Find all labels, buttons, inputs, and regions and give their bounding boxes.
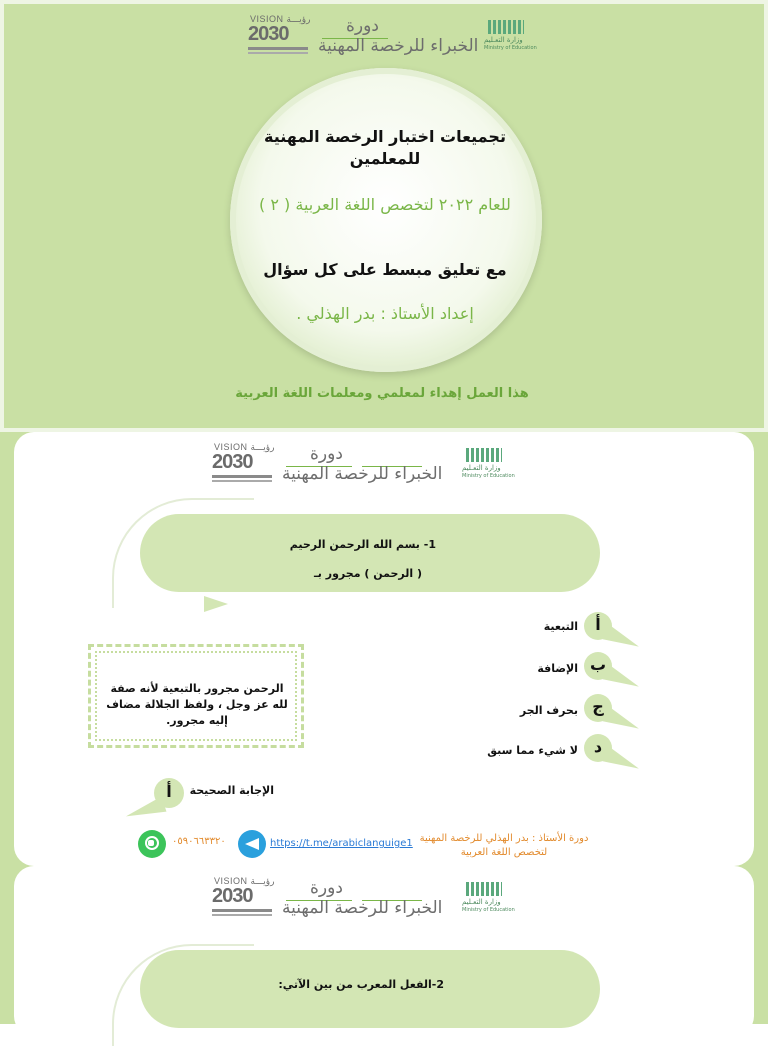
question-subtext: ( الرحمن ) مجرور بـ [314, 567, 422, 580]
page-header [212, 442, 515, 490]
question-page-2 [0, 866, 768, 1024]
question-text: 1- بسم الله الرحمن الرحيم [289, 538, 436, 551]
question-box [140, 514, 600, 592]
page-header [248, 14, 538, 62]
cover-circle [230, 68, 542, 372]
telegram-icon[interactable] [238, 830, 266, 858]
telegram-link[interactable]: https://t.me/arabiclanguige1 [270, 838, 413, 849]
cover-page [0, 0, 768, 432]
option-b-label: الإضافة [537, 662, 578, 675]
option-a-label: التبعية [543, 620, 578, 633]
course-name: الخبراء للرخصة المهنية [282, 898, 443, 918]
ministry-logo: وزارة التعـليم Ministry of Education [462, 448, 506, 482]
vision-2030-logo: VISION رؤيـــة 2030 [248, 14, 312, 58]
footer-credit: دورة الأستاذ : بدر الهذلي للرخصة المهنية لتخصص اللغة العربية [419, 833, 589, 858]
option-d-label: لا شيء مما سبق [487, 744, 578, 757]
option-a[interactable]: أ [584, 612, 648, 642]
cover-title: تجميعات اختبار الرخصة المهنية للمعلمين [264, 127, 506, 168]
question-page-1 [0, 432, 768, 866]
dedication: هذا العمل إهداء لمعلمي ومعلمات اللغة العربية [235, 386, 529, 401]
answer-bubble: أ [124, 776, 188, 812]
vision-2030-logo: VISION رؤيـــة 2030 [212, 442, 276, 486]
question-text: 2-الفعل المعرب من بين الآتي: [278, 978, 444, 991]
cover-subtitle: للعام ٢٠٢٢ لتخصص اللغة العربية ( ٢ ) [259, 195, 511, 214]
ministry-logo: وزارة التعـليم Ministry of Education [462, 882, 506, 916]
page-header [212, 876, 515, 924]
whatsapp-icon[interactable] [138, 830, 166, 858]
vision-2030-logo: VISION رؤيـــة 2030 [212, 876, 276, 920]
explanation-box [88, 644, 304, 748]
phone-number: ٠٥٩٠٦٦٣٣٢٠ [172, 836, 226, 847]
option-b[interactable]: ب [584, 652, 648, 682]
course-word: دورة [310, 878, 343, 898]
ministry-logo: وزارة التعـليم Ministry of Education [484, 20, 528, 54]
explanation-text: الرحمن مجرور بالتبعية لأنه صفة لله عز وجل ، ولفظ الجلالة مضاف إليه مجرور. [106, 682, 288, 727]
course-name: الخبراء للرخصة المهنية [318, 36, 479, 56]
cover-note: مع تعليق مبسط على كل سؤال [263, 260, 507, 279]
answer-label: الإجابة الصحيحة [189, 784, 274, 797]
cover-author: إعداد الأستاذ : بدر الهذلي . [296, 304, 474, 323]
course-name: الخبراء للرخصة المهنية [282, 464, 443, 484]
option-d[interactable]: د [584, 734, 648, 764]
course-word: دورة [310, 444, 343, 464]
course-word: دورة [346, 16, 379, 36]
option-c-label: بحرف الجر [519, 704, 578, 717]
option-c[interactable]: ج [584, 694, 648, 724]
